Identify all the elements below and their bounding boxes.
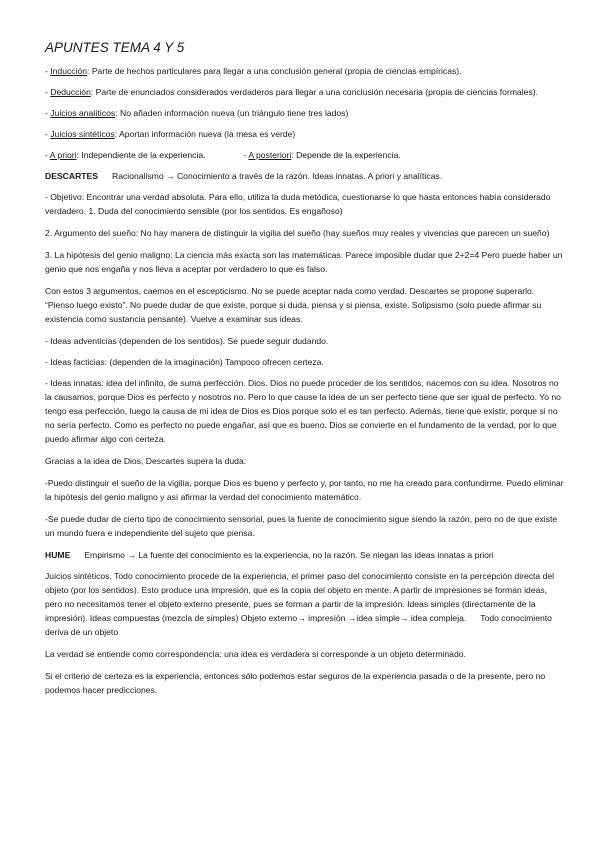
paragraph: 2. Argumento del sueño: No hay manera de distinguir la vigilia del sueño (hay sueños muy reales y vivencias que parecen un sueño) [45,228,550,238]
def-text: : Independiente de la experiencia. [76,150,206,160]
def-term: Inducción [50,66,88,76]
def-a-priori-posteriori [45,148,565,162]
def-text: : Aportan información nueva (la mesa es verde) [114,129,296,139]
descartes-intro [45,169,565,183]
def-prefix: - [45,150,50,160]
paragraph: - Ideas innatas: idea del infinito, de suma perfección. Dios. Dios no puede proceder de los sentidos, nacemos con su idea. Nosotros no la causamos, porque Dios es perfecto y nosotros no. Pero lo que cause la idea de un ser perfecto tiene que ser igual de perfecto. Yo no tengo esa perfección, luego la causa de mi idea de Dios es Dios porque solo el es tan perfecto. Además, tiene que existir, porque si no no sería perfecto. Como es perfecto no puede engañar, así que es bueno. Dios se convierte en el fundamento de la verdad, por lo que puedo afirmar algo con certeza. [45,378,561,444]
def-term: Juicios sintéticos [50,129,115,139]
paragraph: -Puedo distinguir el sueño de la vigilia, porque Dios es bueno y perfecto y, por tanto, no me ha creado para confundirme. Puedo eliminar la hipótesis del genio maligno y así afirmar la verdad del conocimiento matemático. [45,478,564,502]
hume-juicios-text: Juicios sintéticos. Todo conocimiento procede de la experiencia, el primer paso del conocimiento consiste en la percepción directa del objeto (por los sentidos). Esto produce una impresión, que es la copia del objeto en mente. A partir de impresiones se forman ideas, pero no necesitamos tener el objeto externo presente, pues se forman a partir de la impresión. Ideas simples (directamente de la impresión). Ideas compuestas (mezcla de simples) Objeto externo→ impresión →idea simple→ idea compleja. [45,571,555,623]
paragraph: La verdad se entiende como correspondencia: una idea es verdadera si corresponde a un objeto determinado. [45,649,466,659]
descartes-intro-text: Racionalismo → Conocimiento a través de la razón. Ideas innatas. A priori y analíticas. [112,171,443,181]
def-deduccion [45,85,565,99]
def-juicios-analiticos [45,106,565,120]
document-page [45,40,565,705]
paragraph: - Ideas adventicias (dependen de los sentidos). Se puede seguir dudando. [45,336,329,346]
def-prefix: - [45,87,51,97]
def-term: Juicios analíticos [50,108,116,118]
def-prefix: - [45,108,51,118]
paragraph [45,569,565,639]
section-heading-hume: HUME [45,550,71,560]
def-prefix: - [45,129,51,139]
def-prefix: - [45,66,51,76]
def-term: Deducción [50,87,91,97]
def-text: : No añaden información nueva (un triángulo tiene tres lados) [115,108,349,118]
hume-intro [45,548,565,562]
paragraph: 3. La hipótesis del genio maligno: La ciencia más exacta son las matemáticas. Parece imposible dudar que 2+2=4 Pero puede haber un genio que nos engaña y nos lleva a aceptar por verdadero lo que es falso. [45,250,563,274]
def-term: A posteriori [248,150,292,160]
section-heading-descartes: DESCARTES [45,171,99,181]
paragraph: - Objetivo: Encontrar una verdad absoluta. Para ello, utiliza la duda metódica, cuestionarse lo que hasta entonces había considerado verdadero. 1. Duda del conocimiento sensible (por los sentidos. Es engañoso) [45,192,551,216]
paragraph: Con estos 3 argumentos, caemos en el escepticismo. No se puede aceptar nada como verdad. Descartes se propone superarlo. “Pienso luego existo”. No puede dudar de que existe, porque si duda, piensa y si piensa, existe. Solipsismo (solo puede afirmar su existencia como sustancia pensante). Vuelve a examinar sus ideas. [45,286,542,324]
def-juicios-sinteticos [45,127,565,141]
hume-intro-text: Empirismo → La fuente del conocimiento es la experiencia, no la razón. Se niegan las ideas innatas a priori [84,550,494,560]
def-term: A priori [49,150,77,160]
paragraph: Si el criterio de certeza es la experiencia, entonces sólo podemos estar seguros de la experiencia pasada o de la presente, pero no podemos hacer predicciones. [45,671,546,695]
def-text: : Parte de hechos particulares para llegar a una conclusión general (propia de ciencias empíricas). [87,66,462,76]
def-text: : Depende de la experiencia. [291,150,401,160]
paragraph: Gracias a la idea de Dios, Descartes supera la duda: [45,456,247,466]
page-title: APUNTES TEMA 4 Y 5 [45,40,185,55]
def-text: : Parte de enunciados considerados verdaderos para llegar a una conclusión necesaria (propia de ciencias formales). [90,87,538,97]
paragraph: - Ideas facticias: (dependen de la imaginación) Tampoco ofrecen certeza. [45,357,324,367]
hume-deriva-text: Todo conocimiento deriva de un objeto [45,613,552,637]
def-induccion [45,64,565,78]
def-prefix: - [243,150,249,160]
paragraph: -Se puede dudar de cierto tipo de conocimiento sensorial, pues la fuente de conocimiento sigue siendo la razón, pero no de que existe un mundo fuera e independiente del sujeto que piensa. [45,514,558,538]
